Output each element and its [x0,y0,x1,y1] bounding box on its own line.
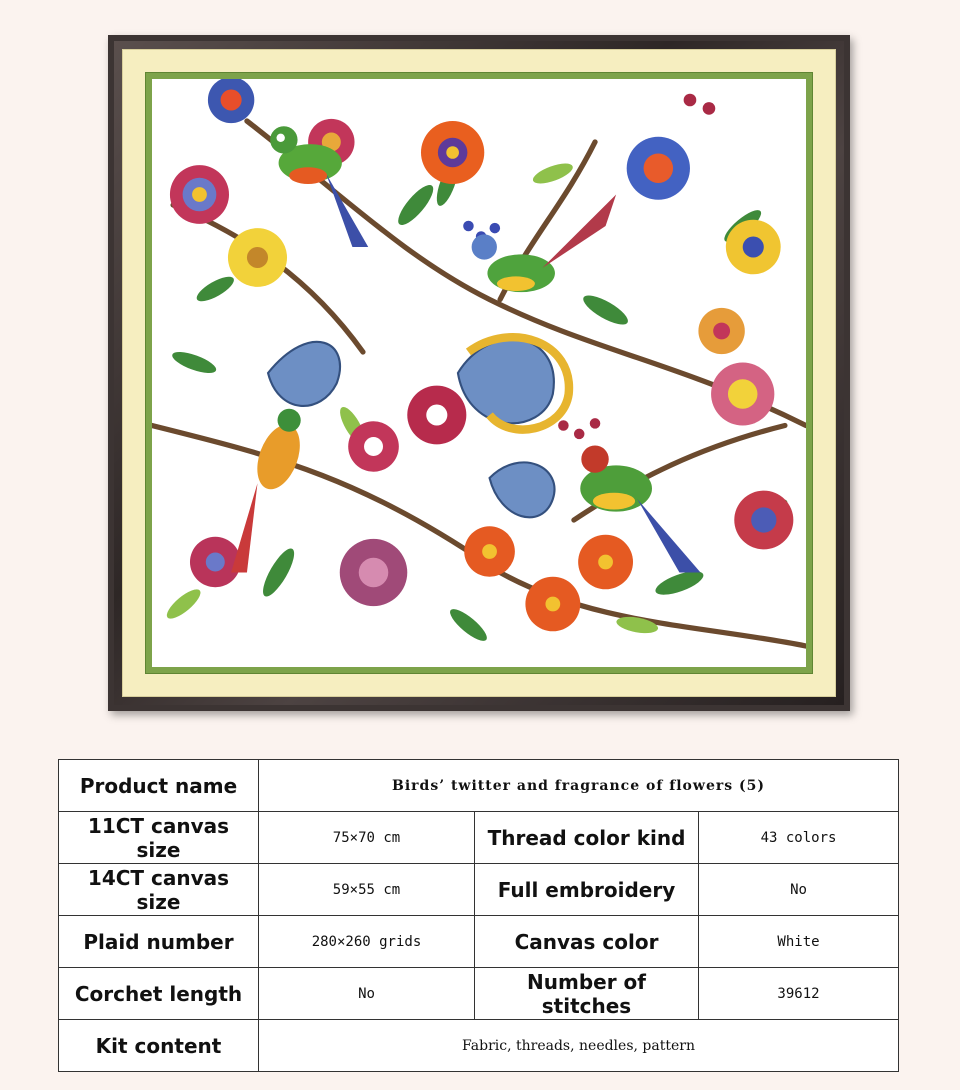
table-row [59,916,899,968]
cream-mat [122,49,836,697]
full-embroidery-value: No [699,864,899,916]
number-of-stitches-label: Number of stitches [475,968,699,1020]
canvas-14ct-value: 59×55 cm [259,864,475,916]
table-row [59,968,899,1020]
table-row [59,760,899,812]
kit-content-label: Kit content [59,1020,259,1072]
table-row [59,864,899,916]
canvas-color-value: White [699,916,899,968]
corchet-length-label: Corchet length [59,968,259,1020]
canvas-11ct-value: 75×70 cm [259,812,475,864]
table-row [59,812,899,864]
table-row [59,1020,899,1072]
picture-frame [108,35,850,711]
cross-stitch-artwork [152,79,806,667]
thread-color-kind-value: 43 colors [699,812,899,864]
product-name-label: Product name [59,760,259,812]
canvas-color-label: Canvas color [475,916,699,968]
canvas-11ct-label: 11CT canvas size [59,812,259,864]
bird-center [472,195,617,293]
corchet-length-value: No [259,968,475,1020]
plaid-number-label: Plaid number [59,916,259,968]
kit-content-value: Fabric, threads, needles, pattern [259,1020,899,1072]
product-spec-table [58,759,899,1072]
product-name-value: Birds’ twitter and fragrance of flowers (5) [259,760,899,812]
green-mat [145,72,813,674]
number-of-stitches-value: 39612 [699,968,899,1020]
birds-and-flowers-illustration [152,79,806,667]
bird-left [231,409,308,573]
full-embroidery-label: Full embroidery [475,864,699,916]
canvas-14ct-label: 14CT canvas size [59,864,259,916]
plaid-number-value: 280×260 grids [259,916,475,968]
thread-color-kind-label: Thread color kind [475,812,699,864]
